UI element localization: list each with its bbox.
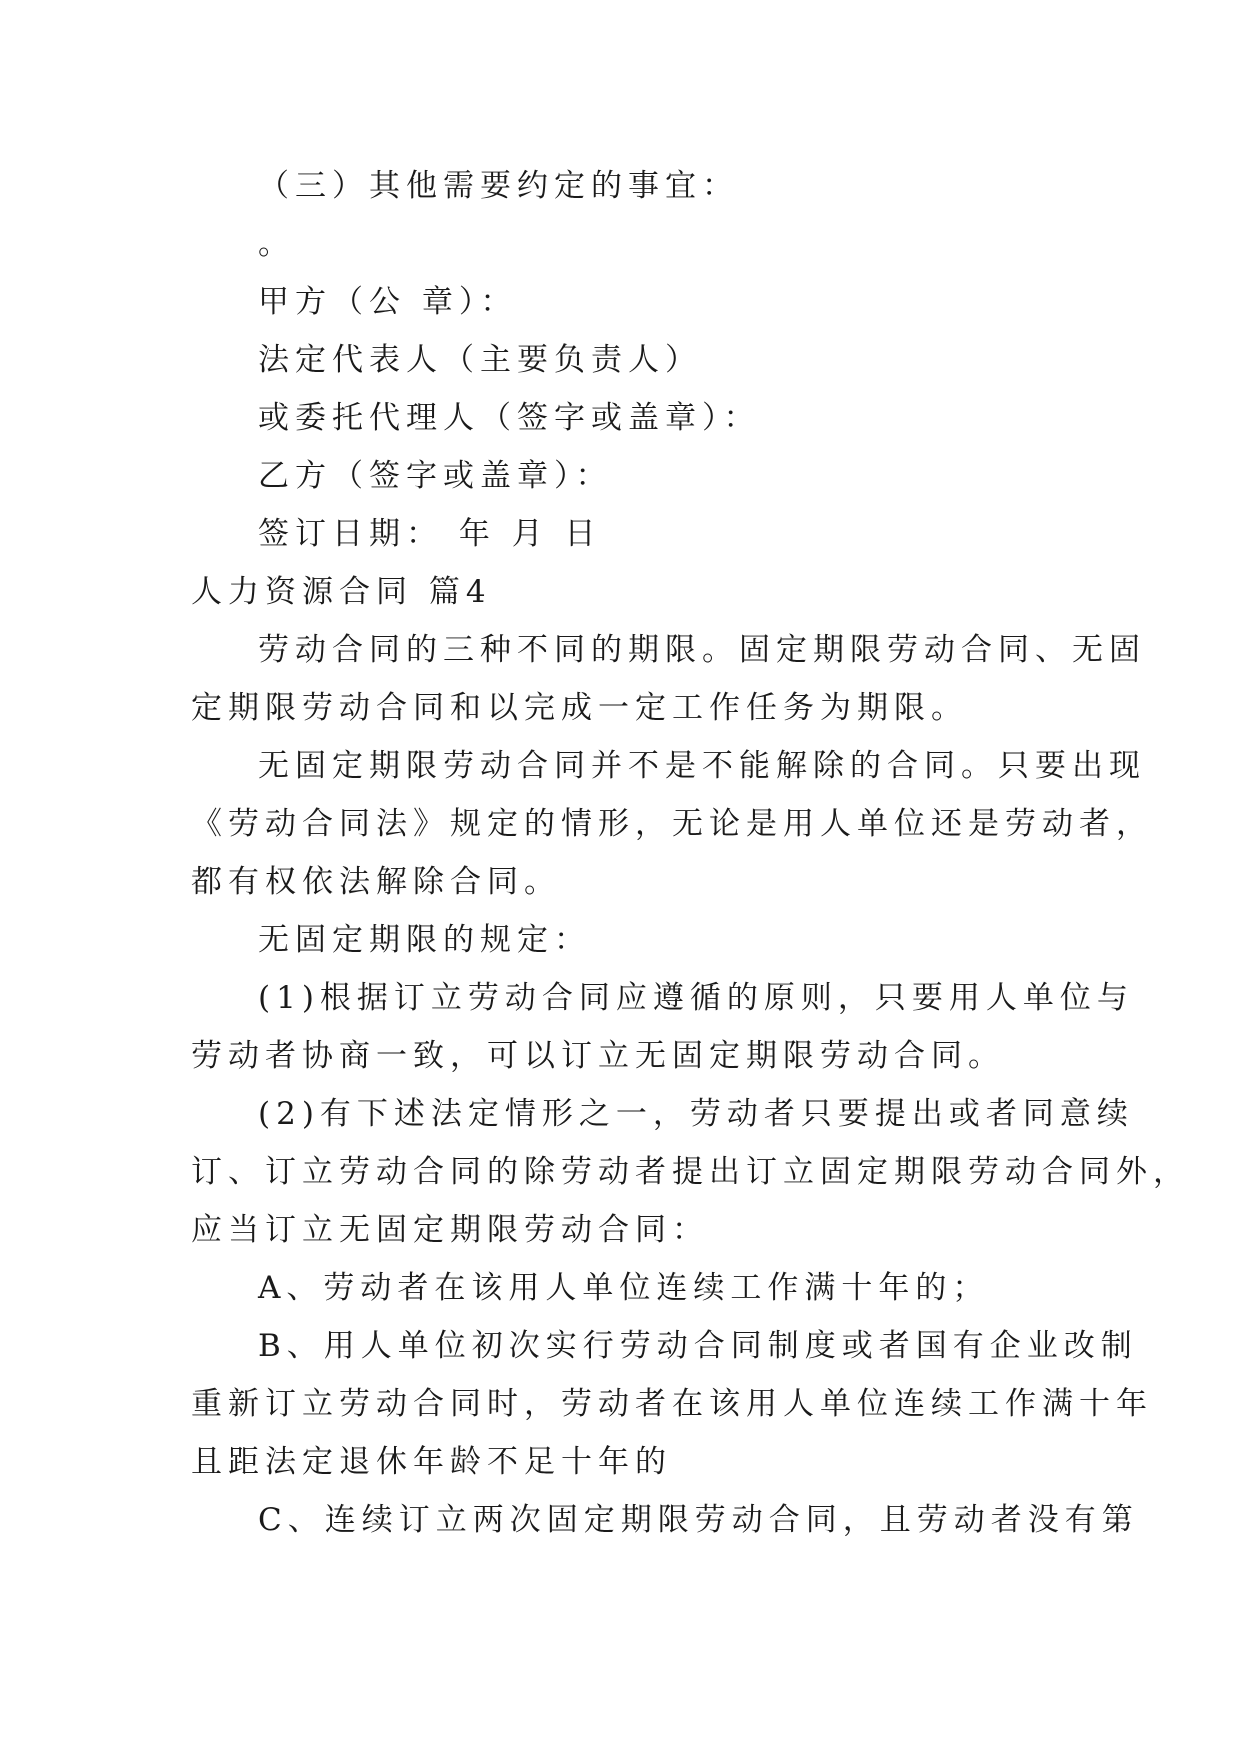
text-line: 重新订立劳动合同时，劳动者在该用人单位连续工作满十年 — [191, 1386, 1153, 1422]
text-line: A、劳动者在该用人单位连续工作满十年的； — [258, 1270, 990, 1306]
text-line: 《劳动合同法》规定的情形，无论是用人单位还是劳动者， — [191, 806, 1153, 842]
text-line: 且距法定退休年龄不足十年的 — [191, 1444, 672, 1480]
text-line: 无固定期限的规定： — [258, 922, 591, 958]
text-line: 。 — [258, 226, 295, 262]
text-line: (1)根据订立劳动合同应遵循的原则，只要用人单位与 — [258, 980, 1134, 1016]
text-line: （三）其他需要约定的事宜： — [258, 168, 739, 204]
text-line: (2)有下述法定情形之一，劳动者只要提出或者同意续 — [258, 1096, 1134, 1132]
text-line: B、用人单位初次实行劳动合同制度或者国有企业改制 — [258, 1328, 1138, 1364]
text-line: 甲方（公 章）： — [258, 284, 518, 320]
text-line: 应当订立无固定期限劳动合同： — [191, 1212, 709, 1248]
text-line: 法定代表人（主要负责人） — [258, 342, 702, 378]
text-line: 都有权依法解除合同。 — [191, 864, 561, 900]
text-line: 劳动者协商一致，可以订立无固定期限劳动合同。 — [191, 1038, 1005, 1074]
text-line: 签订日期： 年 月 日 — [258, 516, 602, 552]
text-line: 或委托代理人（签字或盖章）： — [258, 400, 761, 436]
text-line: 定期限劳动合同和以完成一定工作任务为期限。 — [191, 690, 968, 726]
section-heading: 人力资源合同 篇4 — [191, 574, 492, 610]
text-line: 乙方（签字或盖章）： — [258, 458, 613, 494]
text-line: C、连续订立两次固定期限劳动合同，且劳动者没有第 — [258, 1502, 1139, 1538]
text-line: 劳动合同的三种不同的期限。固定期限劳动合同、无固 — [258, 632, 1146, 668]
text-line: 订、订立劳动合同的除劳动者提出订立固定期限劳动合同外， — [191, 1154, 1190, 1190]
text-line: 无固定期限劳动合同并不是不能解除的合同。只要出现 — [258, 748, 1146, 784]
